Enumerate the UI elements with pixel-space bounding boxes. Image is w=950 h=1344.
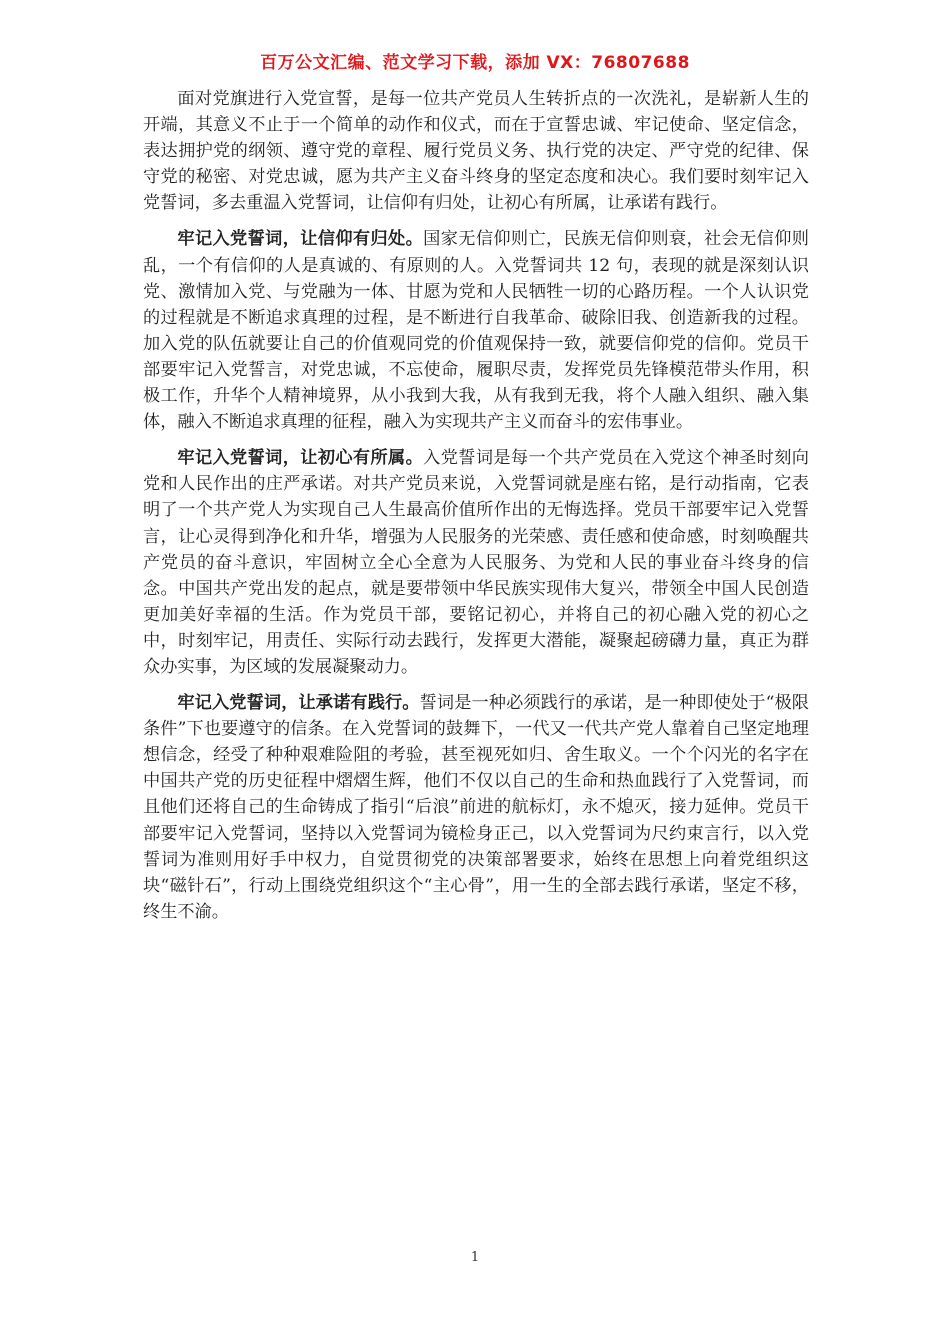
page-number: 1 [470,1250,480,1265]
section-heading-faith: 牢记入党誓词，让信仰有归处。 [177,229,424,250]
section-paragraph-faith [143,226,809,435]
section-text-commitment: 誓词是一种必须践行的承诺，是一种即使处于“极限条件”下也要遵守的信条。在入党誓词的鼓舞下，一代又一代共产党人靠着自己坚定地理想信念，经受了种种艰难险阻的考验，甚至视死如归、舍生取义。一个个闪光的名字在中国共产党的历史征程中熠熠生辉，他们不仅以自己的生命和热血践行了入党誓词，而且他们还将自己的生命铸成了指引“后浪”前进的航标灯，永不熄灭，接力延伸。党员干部要牢记入党誓词，坚持以入党誓词为镜检身正己，以入党誓词为尺约束言行，以入党誓词为准则用好手中权力，自觉贯彻党的决策部署要求，始终在思想上向着党组织这块“磁针石”，行动上围绕党组织这个“主心骨”，用一生的全部去践行承诺，坚定不移，终生不渝。 [143,693,809,922]
section-paragraph-original-aspiration [143,445,809,680]
section-heading-original-aspiration: 牢记入党誓词，让初心有所属。 [177,448,424,469]
section-text-original-aspiration: 入党誓词是每一个共产党员在入党这个神圣时刻向党和人民作出的庄严承诺。对共产党员来说，入党誓词就是座右铭，是行动指南，它表明了一个共产党人为实现自己人生最高价值所作出的无悔选择。党员干部要牢记入党誓言，让心灵得到净化和升华，增强为人民服务的光荣感、责任感和使命感，时刻唤醒共产党员的奋斗意识，牢固树立全心全意为人民服务、为党和人民的事业奋斗终身的信念。中国共产党出发的起点，就是要带领中华民族实现伟大复兴，带领全中国人民创造更加美好幸福的生活。作为党员干部，要铭记初心，并将自己的初心融入党的初心之中，时刻牢记，用责任、实际行动去践行，发挥更大潜能，凝聚起磅礴力量，真正为群众办实事，为区域的发展凝聚动力。 [143,448,809,677]
intro-paragraph-text: 面对党旗进行入党宣誓，是每一位共产党员人生转折点的一次洗礼，是崭新人生的开端，其意义不止于一个简单的动作和仪式，而在于宣誓忠诚、牢记使命、坚定信念，表达拥护党的纲领、遵守党的章程、履行党员义务、执行党的决定、严守党的纪律、保守党的秘密、对党忠诚，愿为共产主义奋斗终身的坚定态度和决心。我们要时刻牢记入党誓词，多去重温入党誓词，让信仰有归处，让初心有所属，让承诺有践行。 [143,89,809,214]
section-paragraph-commitment [143,690,809,925]
article-body [143,86,809,935]
section-text-faith: 国家无信仰则亡，民族无信仰则衰，社会无信仰则乱，一个有信仰的人是真诚的、有原则的人。入党誓词共 12 句，表现的就是深刻认识党、激情加入党、与党融为一体、甘愿为党和人民牺牲一切的心路历程。一个人认识党的过程就是不断追求真理的过程，是不断进行自我革命、破除旧我、创造新我的过程。加入党的队伍就要让自己的价值观同党的价值观保持一致，就要信仰党的信仰。党员干部要牢记入党誓言，对党忠诚，不忘使命，履职尽责，发挥党员先锋模范带头作用，积极工作，升华个人精神境界，从小我到大我，从有我到无我，将个人融入组织、融入集体，融入不断追求真理的征程，融入为实现共产主义而奋斗的宏伟事业。 [143,229,809,433]
download-banner: 百万公文汇编、范文学习下载，添加 VX：76807688 [260,53,690,73]
section-heading-commitment: 牢记入党誓词，让承诺有践行。 [177,693,420,714]
intro-paragraph [143,86,809,216]
